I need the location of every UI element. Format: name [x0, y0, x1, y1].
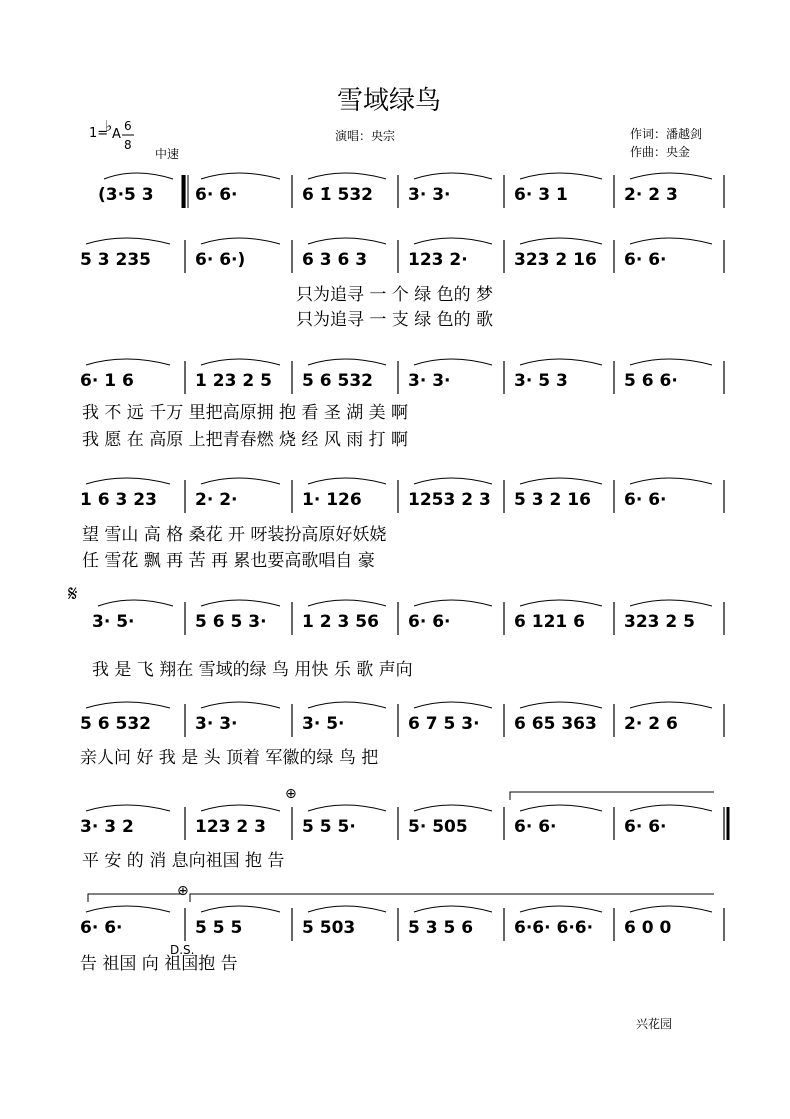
- slur: [308, 238, 386, 244]
- slur: [630, 238, 712, 244]
- slur: [630, 600, 712, 606]
- singer-credit: 演唱：央宗: [335, 129, 396, 143]
- slur: [630, 359, 712, 365]
- notation-measure: 5 3 2 16: [514, 490, 591, 510]
- slur: [201, 702, 280, 708]
- notation-measure: 5 503: [302, 918, 356, 938]
- notation-measure: 3· 3·: [408, 371, 451, 391]
- lyric-line-10: 告 祖国 向 祖国抱 告: [80, 954, 238, 974]
- notation-measure: 3· 3·: [195, 714, 238, 734]
- slur: [414, 906, 492, 912]
- lyricist-credit: 作词：潘越剑: [630, 127, 703, 141]
- notation-measure: 3· 3 2: [80, 817, 134, 837]
- lyric-line-5: 望 雪山 高 格 桑花 开 呀装扮高原好妖娆: [82, 525, 387, 545]
- slur: [414, 238, 492, 244]
- slur: [414, 805, 492, 811]
- flat-sign: ♭: [105, 117, 113, 135]
- notation-measure: 6· 6·: [624, 817, 667, 837]
- slur: [520, 478, 602, 484]
- slur: [201, 478, 280, 484]
- lyric-line-4: 我 愿 在 高原 上把青春燃 烧 经 风 雨 打 啊: [82, 430, 409, 450]
- slur: [104, 173, 173, 179]
- slur: [201, 359, 280, 365]
- notation-measure: 6· 6·: [80, 918, 123, 938]
- slur: [630, 478, 712, 484]
- notation-measure: 6 65 363: [514, 714, 597, 734]
- slur: [414, 359, 492, 365]
- slur: [86, 359, 170, 365]
- slur: [630, 906, 712, 912]
- notation-measure: 6 7 5 3·: [408, 714, 480, 734]
- segno-mark: 𝄋: [68, 582, 78, 607]
- slur: [630, 173, 712, 179]
- notation-measure: 3· 5 3: [514, 371, 568, 391]
- slur: [630, 805, 712, 811]
- notation-measure: 123 2 3: [195, 817, 266, 837]
- notation-measure: 1253 2 3: [408, 490, 491, 510]
- slur: [414, 600, 492, 606]
- notation-measure: 1 6 3 23: [80, 490, 157, 510]
- notation-measure: 1· 126: [302, 490, 362, 510]
- slur: [98, 600, 173, 606]
- slur: [201, 906, 280, 912]
- notation-measure: 323 2 16: [514, 250, 597, 270]
- notation-measure: 6· 6·: [408, 612, 451, 632]
- notation-measure: 6 0 0: [624, 918, 672, 938]
- notation-measure: 6 3 6 3: [302, 250, 368, 270]
- slur: [308, 702, 386, 708]
- notation-measure: 3· 5·: [92, 612, 135, 632]
- notation-measure: 6 1̇ 532: [302, 185, 373, 205]
- notation-measure: 5· 505: [408, 817, 468, 837]
- notation-measure: 5 6 532: [302, 371, 373, 391]
- footer-credit: 兴花园: [636, 1017, 673, 1031]
- slur: [520, 359, 602, 365]
- slur: [520, 906, 602, 912]
- notation-measure: 6· 3 1: [514, 185, 568, 205]
- notation-measure: 6· 6·: [195, 185, 238, 205]
- slur: [520, 238, 602, 244]
- slur: [308, 478, 386, 484]
- slur: [86, 906, 170, 912]
- composer-credit: 作曲：央金: [630, 145, 691, 159]
- notation-measure: 1 23 2 5: [195, 371, 272, 391]
- notation-measure: 6· 1 6: [80, 371, 134, 391]
- notation-measure: 123 2·: [408, 250, 468, 270]
- slur: [308, 600, 386, 606]
- time-numerator: 6: [124, 119, 132, 133]
- lyric-line-9: 平 安 的 消 息向祖国 抱 告: [82, 851, 285, 871]
- volta-bracket-3: [190, 894, 714, 902]
- lyric-line-6: 任 雪花 飘 再 苦 再 累也要高歌唱自 豪: [82, 551, 375, 571]
- notation-measure: 6· 6·: [624, 490, 667, 510]
- ds-mark: D.S.: [170, 943, 195, 957]
- notation-measure: 5 3 235: [80, 250, 151, 270]
- slur: [86, 702, 170, 708]
- lyric-line-2: 只为追寻 一 支 绿 色的 歌: [296, 310, 494, 330]
- notation-measure: 2· 2 3: [624, 185, 678, 205]
- notation-measure: 6· 6·: [624, 250, 667, 270]
- lyric-line-3: 我 不 远 千万 里把高原拥 抱 看 圣 湖 美 啊: [82, 403, 409, 423]
- notation-measure: 5 6 6·: [624, 371, 678, 391]
- lyric-line-7: 我 是 飞 翔在 雪域的绿 鸟 用快 乐 歌 声向: [92, 660, 413, 680]
- notation-measure: 5 6 5 3·: [195, 612, 267, 632]
- volta-bracket-2: [88, 894, 182, 902]
- slur: [414, 478, 492, 484]
- notation-measure: 3· 3·: [408, 185, 451, 205]
- notation-measure: 5 6 532: [80, 714, 151, 734]
- notation-measure: 5 5 5·: [302, 817, 356, 837]
- notation-measure: 6 121 6: [514, 612, 585, 632]
- slur: [86, 805, 170, 811]
- slur: [308, 173, 386, 179]
- slur: [201, 600, 280, 606]
- song-title: 雪域绿鸟: [337, 86, 442, 116]
- time-denominator: 8: [124, 138, 132, 152]
- coda-mark: ⊕: [285, 786, 297, 802]
- tempo-marking: 中速: [155, 147, 180, 161]
- slur: [201, 805, 280, 811]
- slur: [201, 173, 280, 179]
- notation-measure: 3· 5·: [302, 714, 345, 734]
- notation-measure: 5 3 5 6: [408, 918, 474, 938]
- notation-measure: 6· 6·): [195, 250, 246, 270]
- notation-measure: 6· 6·: [514, 817, 557, 837]
- notation-measure: (3·5 3: [98, 185, 154, 205]
- notation-measure: 1 2 3 56: [302, 612, 379, 632]
- lyric-line-8: 亲人问 好 我 是 头 顶着 军徽的绿 鸟 把: [80, 748, 379, 768]
- lyric-line-1: 只为追寻 一 个 绿 色的 梦: [296, 285, 494, 305]
- slur: [201, 238, 280, 244]
- slur: [520, 805, 602, 811]
- slur: [630, 702, 712, 708]
- notation-measure: 323 2 5: [624, 612, 695, 632]
- key-letter: A: [112, 127, 121, 142]
- slur: [86, 478, 170, 484]
- slur: [414, 173, 492, 179]
- notation-measure: 2· 2·: [195, 490, 238, 510]
- slur: [520, 702, 602, 708]
- volta-bracket-1: [510, 792, 714, 800]
- notation-measure: 5 5 5: [195, 918, 243, 938]
- slur: [86, 238, 170, 244]
- slur: [520, 600, 602, 606]
- slur: [414, 702, 492, 708]
- coda-mark-2: ⊕: [177, 883, 189, 899]
- slur: [520, 173, 602, 179]
- notation-measure: 2· 2 6: [624, 714, 678, 734]
- key-prefix: 1=: [89, 126, 109, 141]
- slur: [308, 805, 386, 811]
- slur: [308, 906, 386, 912]
- slur: [308, 359, 386, 365]
- notation-measure: 6·6· 6·6·: [514, 918, 594, 938]
